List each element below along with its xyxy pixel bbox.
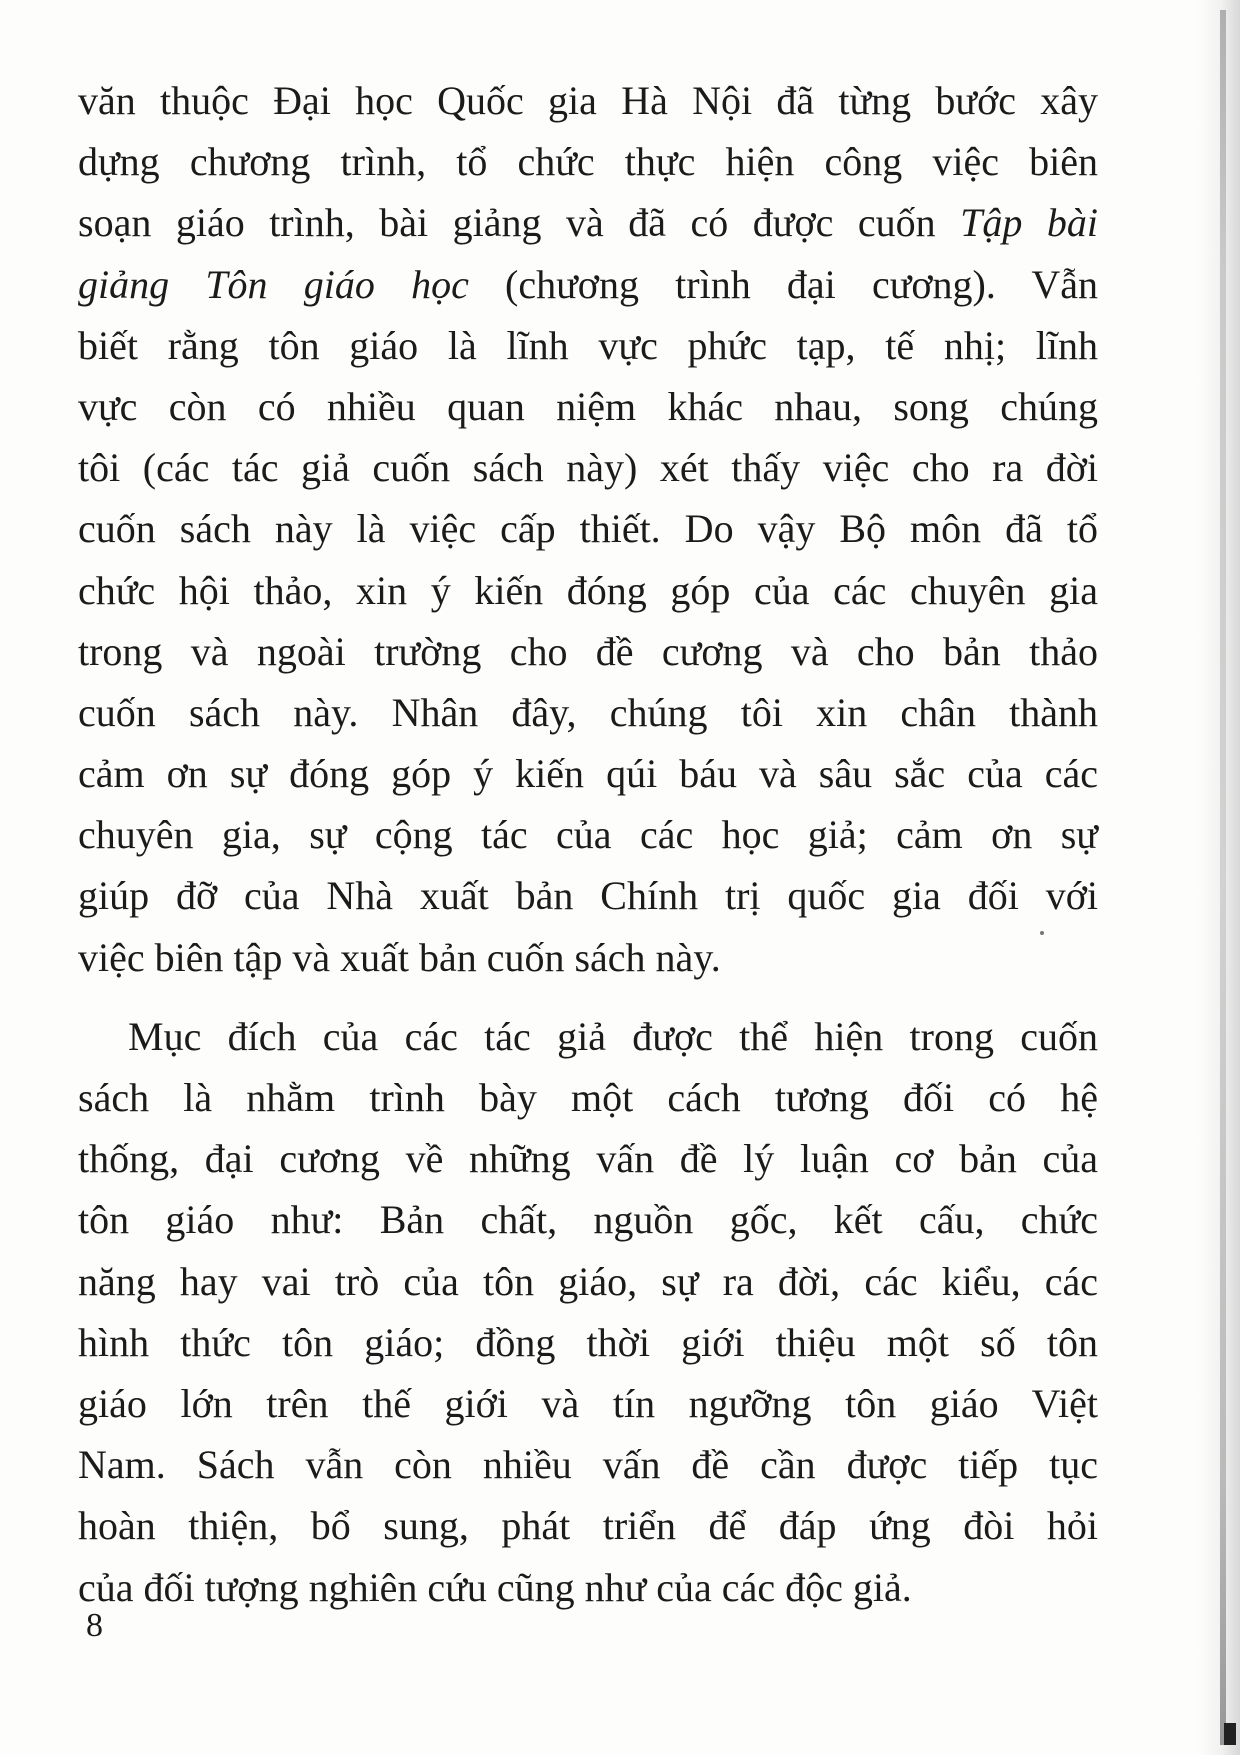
- text-line: thống, đại cương về những vấn đề lý luận cơ bản của: [78, 1136, 1098, 1182]
- text-line-with-italic-title: [78, 254, 1098, 315]
- scan-corner-mark: [1224, 1723, 1236, 1745]
- text-line: cuốn sách này là việc cấp thiết. Do vậy Bộ môn đã tổ: [78, 506, 1098, 552]
- body-text: [78, 70, 1098, 1618]
- paragraph-gap: [78, 988, 1098, 1006]
- text-line: giúp đỡ của Nhà xuất bản Chính trị quốc gia đối với: [78, 873, 1098, 919]
- text-line: năng hay vai trò của tôn giáo, sự ra đời, các kiểu, các: [78, 1258, 1098, 1304]
- paragraph-1: [78, 70, 1098, 988]
- text-line: trong và ngoài trường cho đề cương và cho bản thảo: [78, 628, 1098, 674]
- page-edge-shadow: [1198, 0, 1240, 1755]
- text-line: Mục đích của các tác giả được thể hiện trong cuốn: [128, 1013, 1098, 1059]
- text-line: vực còn có nhiều quan niệm khác nhau, song chúng: [78, 383, 1098, 429]
- text-line: tôn giáo như: Bản chất, nguồn gốc, kết cấu, chức: [78, 1197, 1098, 1243]
- text-line: chức hội thảo, xin ý kiến đóng góp của các chuyên gia: [78, 567, 1098, 613]
- text-line: cảm ơn sự đóng góp ý kiến qúi báu và sâu sắc của các: [78, 751, 1098, 797]
- text-line: cuốn sách này. Nhân đây, chúng tôi xin chân thành: [78, 689, 1098, 735]
- text-fragment: soạn giáo trình, bài giảng và đã có được cuốn: [78, 200, 961, 246]
- text-line: giáo lớn trên thế giới và tín ngưỡng tôn giáo Việt: [78, 1380, 1098, 1426]
- page-number: 8: [86, 1607, 103, 1644]
- text-line: Nam. Sách vẫn còn nhiều vấn đề cần được tiếp tục: [78, 1442, 1098, 1488]
- text-line: của đối tượng nghiên cứu cũng như của các độc giả.: [78, 1564, 912, 1610]
- text-line-with-italic-title: [78, 192, 1098, 253]
- text-fragment: (chương trình đại cương). Vẫn: [468, 261, 1098, 307]
- text-line: tôi (các tác giả cuốn sách này) xét thấy việc cho ra đời: [78, 445, 1098, 491]
- text-line: dựng chương trình, tổ chức thực hiện công việc biên: [78, 139, 1098, 185]
- book-title-part-1: Tập bài: [960, 200, 1099, 246]
- paragraph-2: [78, 1006, 1098, 1618]
- book-title-part-2: giảng Tôn giáo học: [78, 261, 469, 307]
- text-line: văn thuộc Đại học Quốc gia Hà Nội đã từng bước xây: [78, 78, 1098, 123]
- text-line: hình thức tôn giáo; đồng thời giới thiệu một số tôn: [78, 1319, 1098, 1365]
- text-line: việc biên tập và xuất bản cuốn sách này.: [78, 934, 721, 980]
- text-line: biết rằng tôn giáo là lĩnh vực phức tạp, tế nhị; lĩnh: [78, 322, 1098, 368]
- text-line: sách là nhằm trình bày một cách tương đối có hệ: [78, 1075, 1098, 1120]
- text-line: hoàn thiện, bổ sung, phát triển để đáp ứng đòi hỏi: [78, 1503, 1098, 1549]
- page-binding-edge: [1220, 10, 1226, 1745]
- text-line: chuyên gia, sự cộng tác của các học giả; cảm ơn sự: [78, 812, 1098, 858]
